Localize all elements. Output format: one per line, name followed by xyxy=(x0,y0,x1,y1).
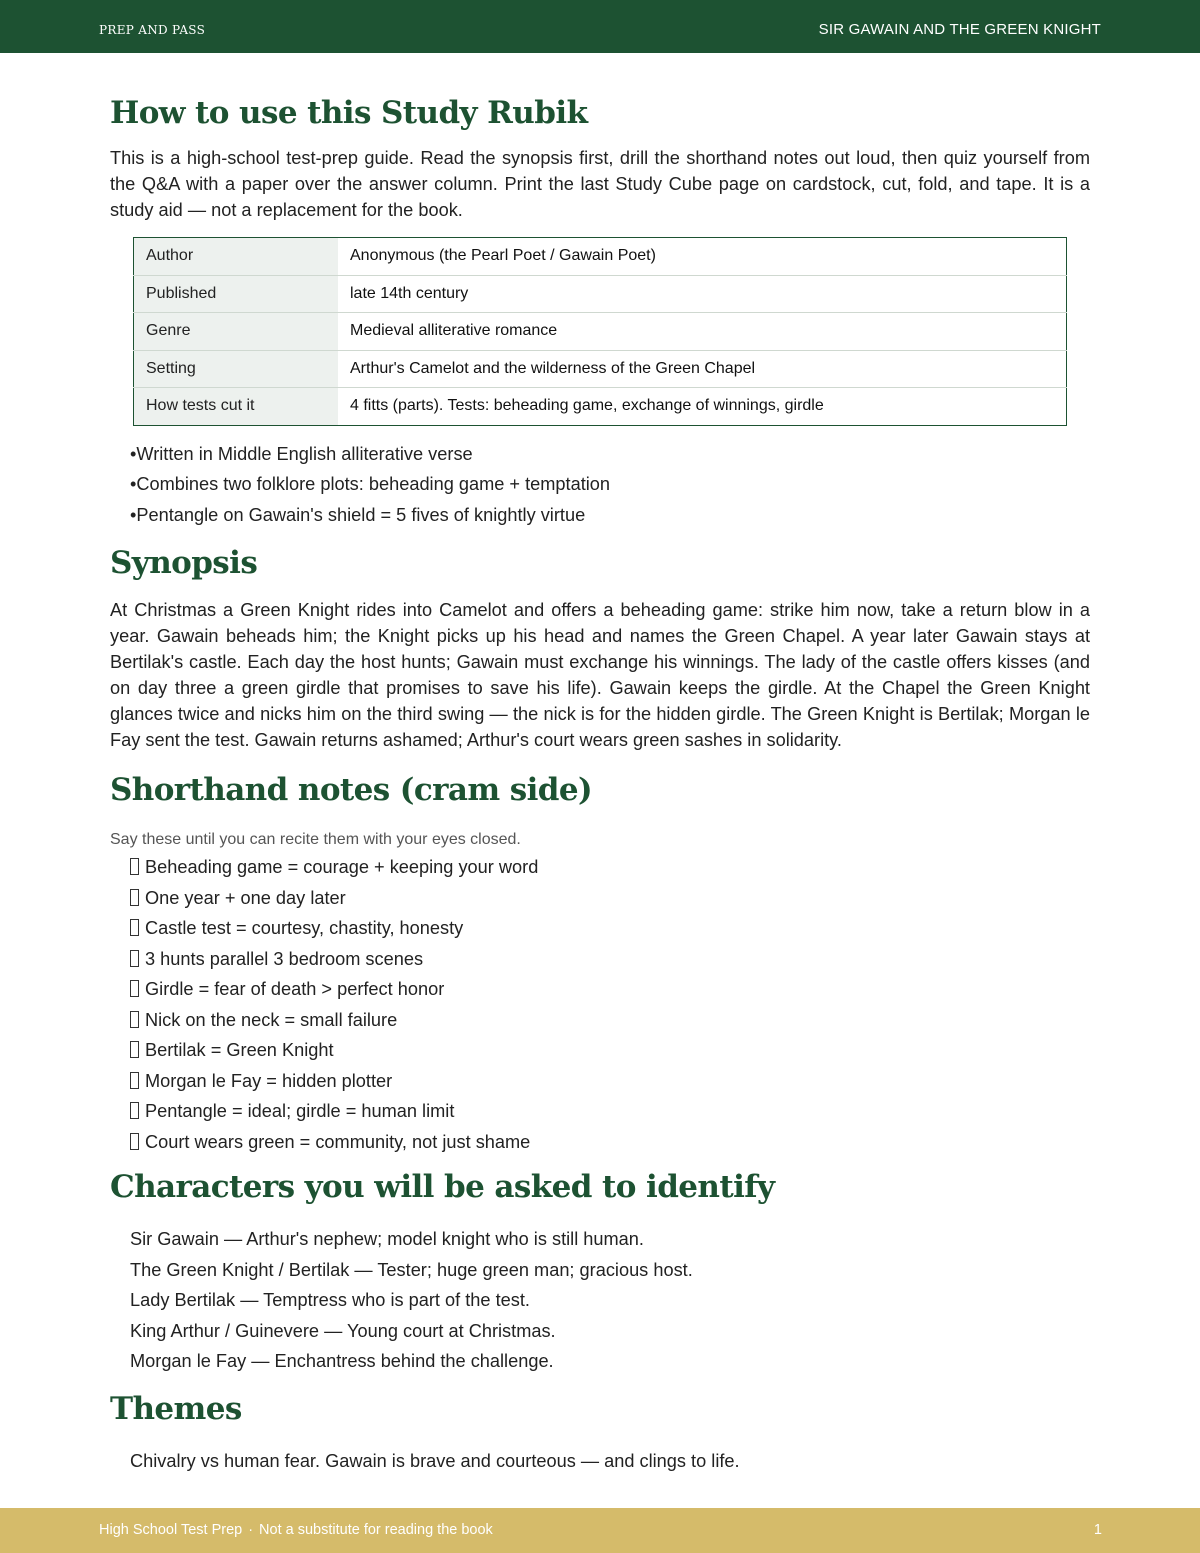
checkbox-icon xyxy=(130,858,139,875)
fact-value: Medieval alliterative romance xyxy=(338,313,1067,351)
note-text: Girdle = fear of death > perfect honor xyxy=(145,979,445,999)
list-item xyxy=(130,1066,1090,1097)
list-item: • Pentangle on Gawain's shield = 5 fives of knightly virtue xyxy=(130,500,1090,531)
checkbox-icon xyxy=(130,980,139,997)
intro-text: This is a high-school test-prep guide. Read the synopsis first, drill the shorthand notes out loud, then quiz yourself from the Q&A with a paper over the answer column. Print the last Study Cube page on cardstock, cut, fold, and tape. It is a study aid — not a replacement for the book. xyxy=(110,148,1090,220)
list-item: Lady Bertilak — Temptress who is part of the test. xyxy=(130,1290,530,1310)
note-text: One year + one day later xyxy=(145,887,346,908)
checkbox-icon xyxy=(130,919,139,936)
shorthand-hint: Say these until you can recite them with your eyes closed. xyxy=(110,831,521,848)
note-text: Bertilak = Green Knight xyxy=(145,1040,334,1060)
key-facts-list xyxy=(130,439,1090,531)
list-item xyxy=(130,1035,1090,1066)
fact-key: Published xyxy=(134,275,339,313)
table-row xyxy=(134,238,1067,276)
checkbox-icon xyxy=(130,889,139,906)
shorthand-list xyxy=(130,852,1090,1157)
list-item xyxy=(130,1096,1090,1127)
facts-table xyxy=(133,237,1067,426)
list-item xyxy=(130,1005,1090,1036)
characters-list xyxy=(130,1224,1090,1377)
synopsis-heading: Synopsis xyxy=(110,545,258,581)
themes-heading: Themes xyxy=(110,1390,242,1427)
page-footer xyxy=(0,1508,1200,1553)
brand-label: PREP AND PASS xyxy=(99,23,206,37)
fact-value: Arthur's Camelot and the wilderness of the Green Chapel xyxy=(338,350,1067,388)
checkbox-icon xyxy=(130,1133,139,1150)
note-text: 3 hunts parallel 3 bedroom scenes xyxy=(145,948,424,969)
footer-right: Not a substitute for reading the book xyxy=(259,1522,493,1538)
page-content xyxy=(110,90,1090,1476)
note-text: Nick on the neck = small failure xyxy=(145,1009,398,1030)
list-item: Sir Gawain — Arthur's nephew; model knight who is still human. xyxy=(130,1229,644,1249)
fact-value: Anonymous (the Pearl Poet / Gawain Poet) xyxy=(338,238,1067,276)
note-text: Beheading game = courage + keeping your word xyxy=(145,857,539,877)
list-item xyxy=(130,944,1090,975)
checkbox-icon xyxy=(130,1041,139,1058)
characters-heading: Characters you will be asked to identify xyxy=(110,1169,775,1205)
list-item xyxy=(130,1127,1090,1158)
list-item: • Written in Middle English alliterative verse xyxy=(130,439,1090,470)
list-item: • Combines two folklore plots: beheading game + temptation xyxy=(130,469,1090,500)
fact-key: Setting xyxy=(134,350,339,388)
list-item xyxy=(130,913,1090,944)
fact-value: late 14th century xyxy=(338,275,1067,313)
table-row xyxy=(134,350,1067,388)
checkbox-icon xyxy=(130,950,139,967)
list-item: The Green Knight / Bertilak — Tester; huge green man; gracious host. xyxy=(130,1259,693,1280)
list-item xyxy=(130,974,1090,1005)
page-number: 1 xyxy=(1093,1522,1102,1538)
checkbox-icon xyxy=(130,1011,139,1028)
list-item: Morgan le Fay — Enchantress behind the challenge. xyxy=(130,1351,554,1371)
list-item xyxy=(130,883,1090,914)
checkbox-icon xyxy=(130,1072,139,1089)
fact-value: 4 fitts (parts). Tests: beheading game, exchange of winnings, girdle xyxy=(350,397,824,415)
page-header xyxy=(0,0,1200,53)
fact-key: Author xyxy=(134,238,339,276)
note-text: Court wears green = community, not just shame xyxy=(145,1131,531,1152)
list-item: King Arthur / Guinevere — Young court at Christmas. xyxy=(130,1320,556,1341)
synopsis-text: At Christmas a Green Knight rides into Camelot and offers a beheading game: strike him now, take a return blow in a year. Gawain beheads him; the Knight picks up his head and names the Green Chapel. A year later Gawain stays at Bertilak's castle. Each day the host hunts; Gawain must exchange his winnings. The lady of the castle offers kisses (and on day three a green girdle that promises to save his life). Gawain keeps the girdle. At the Chapel the Green Knight glances twice and nicks him on the third swing — the nick is for the hidden girdle. The Green Knight is Bertilak; Morgan le Fay sent the test. Gawain returns ashamed; Arthur's court wears green sashes in solidarity. xyxy=(110,600,1090,750)
footer-separator: · xyxy=(248,1522,254,1538)
checkbox-icon xyxy=(130,1102,139,1119)
shorthand-heading: Shorthand notes (cram side) xyxy=(110,772,593,808)
note-text: Castle test = courtesy, chastity, honesty xyxy=(145,918,464,938)
intro-heading: How to use this Study Rubik xyxy=(110,95,588,131)
themes-text: Chivalry vs human fear. Gawain is brave and courteous — and clings to life. xyxy=(130,1450,740,1471)
note-text: Pentangle = ideal; girdle = human limit xyxy=(145,1101,455,1121)
footer-text xyxy=(99,1522,493,1538)
fact-key: Genre xyxy=(134,313,339,351)
document-title: SIR GAWAIN AND THE GREEN KNIGHT xyxy=(818,21,1101,38)
list-item xyxy=(130,852,1090,883)
table-row xyxy=(134,275,1067,313)
table-row xyxy=(134,388,1067,426)
fact-key: How tests cut it xyxy=(134,388,339,426)
table-row xyxy=(134,313,1067,351)
note-text: Morgan le Fay = hidden plotter xyxy=(145,1070,393,1091)
footer-left: High School Test Prep xyxy=(99,1522,243,1538)
